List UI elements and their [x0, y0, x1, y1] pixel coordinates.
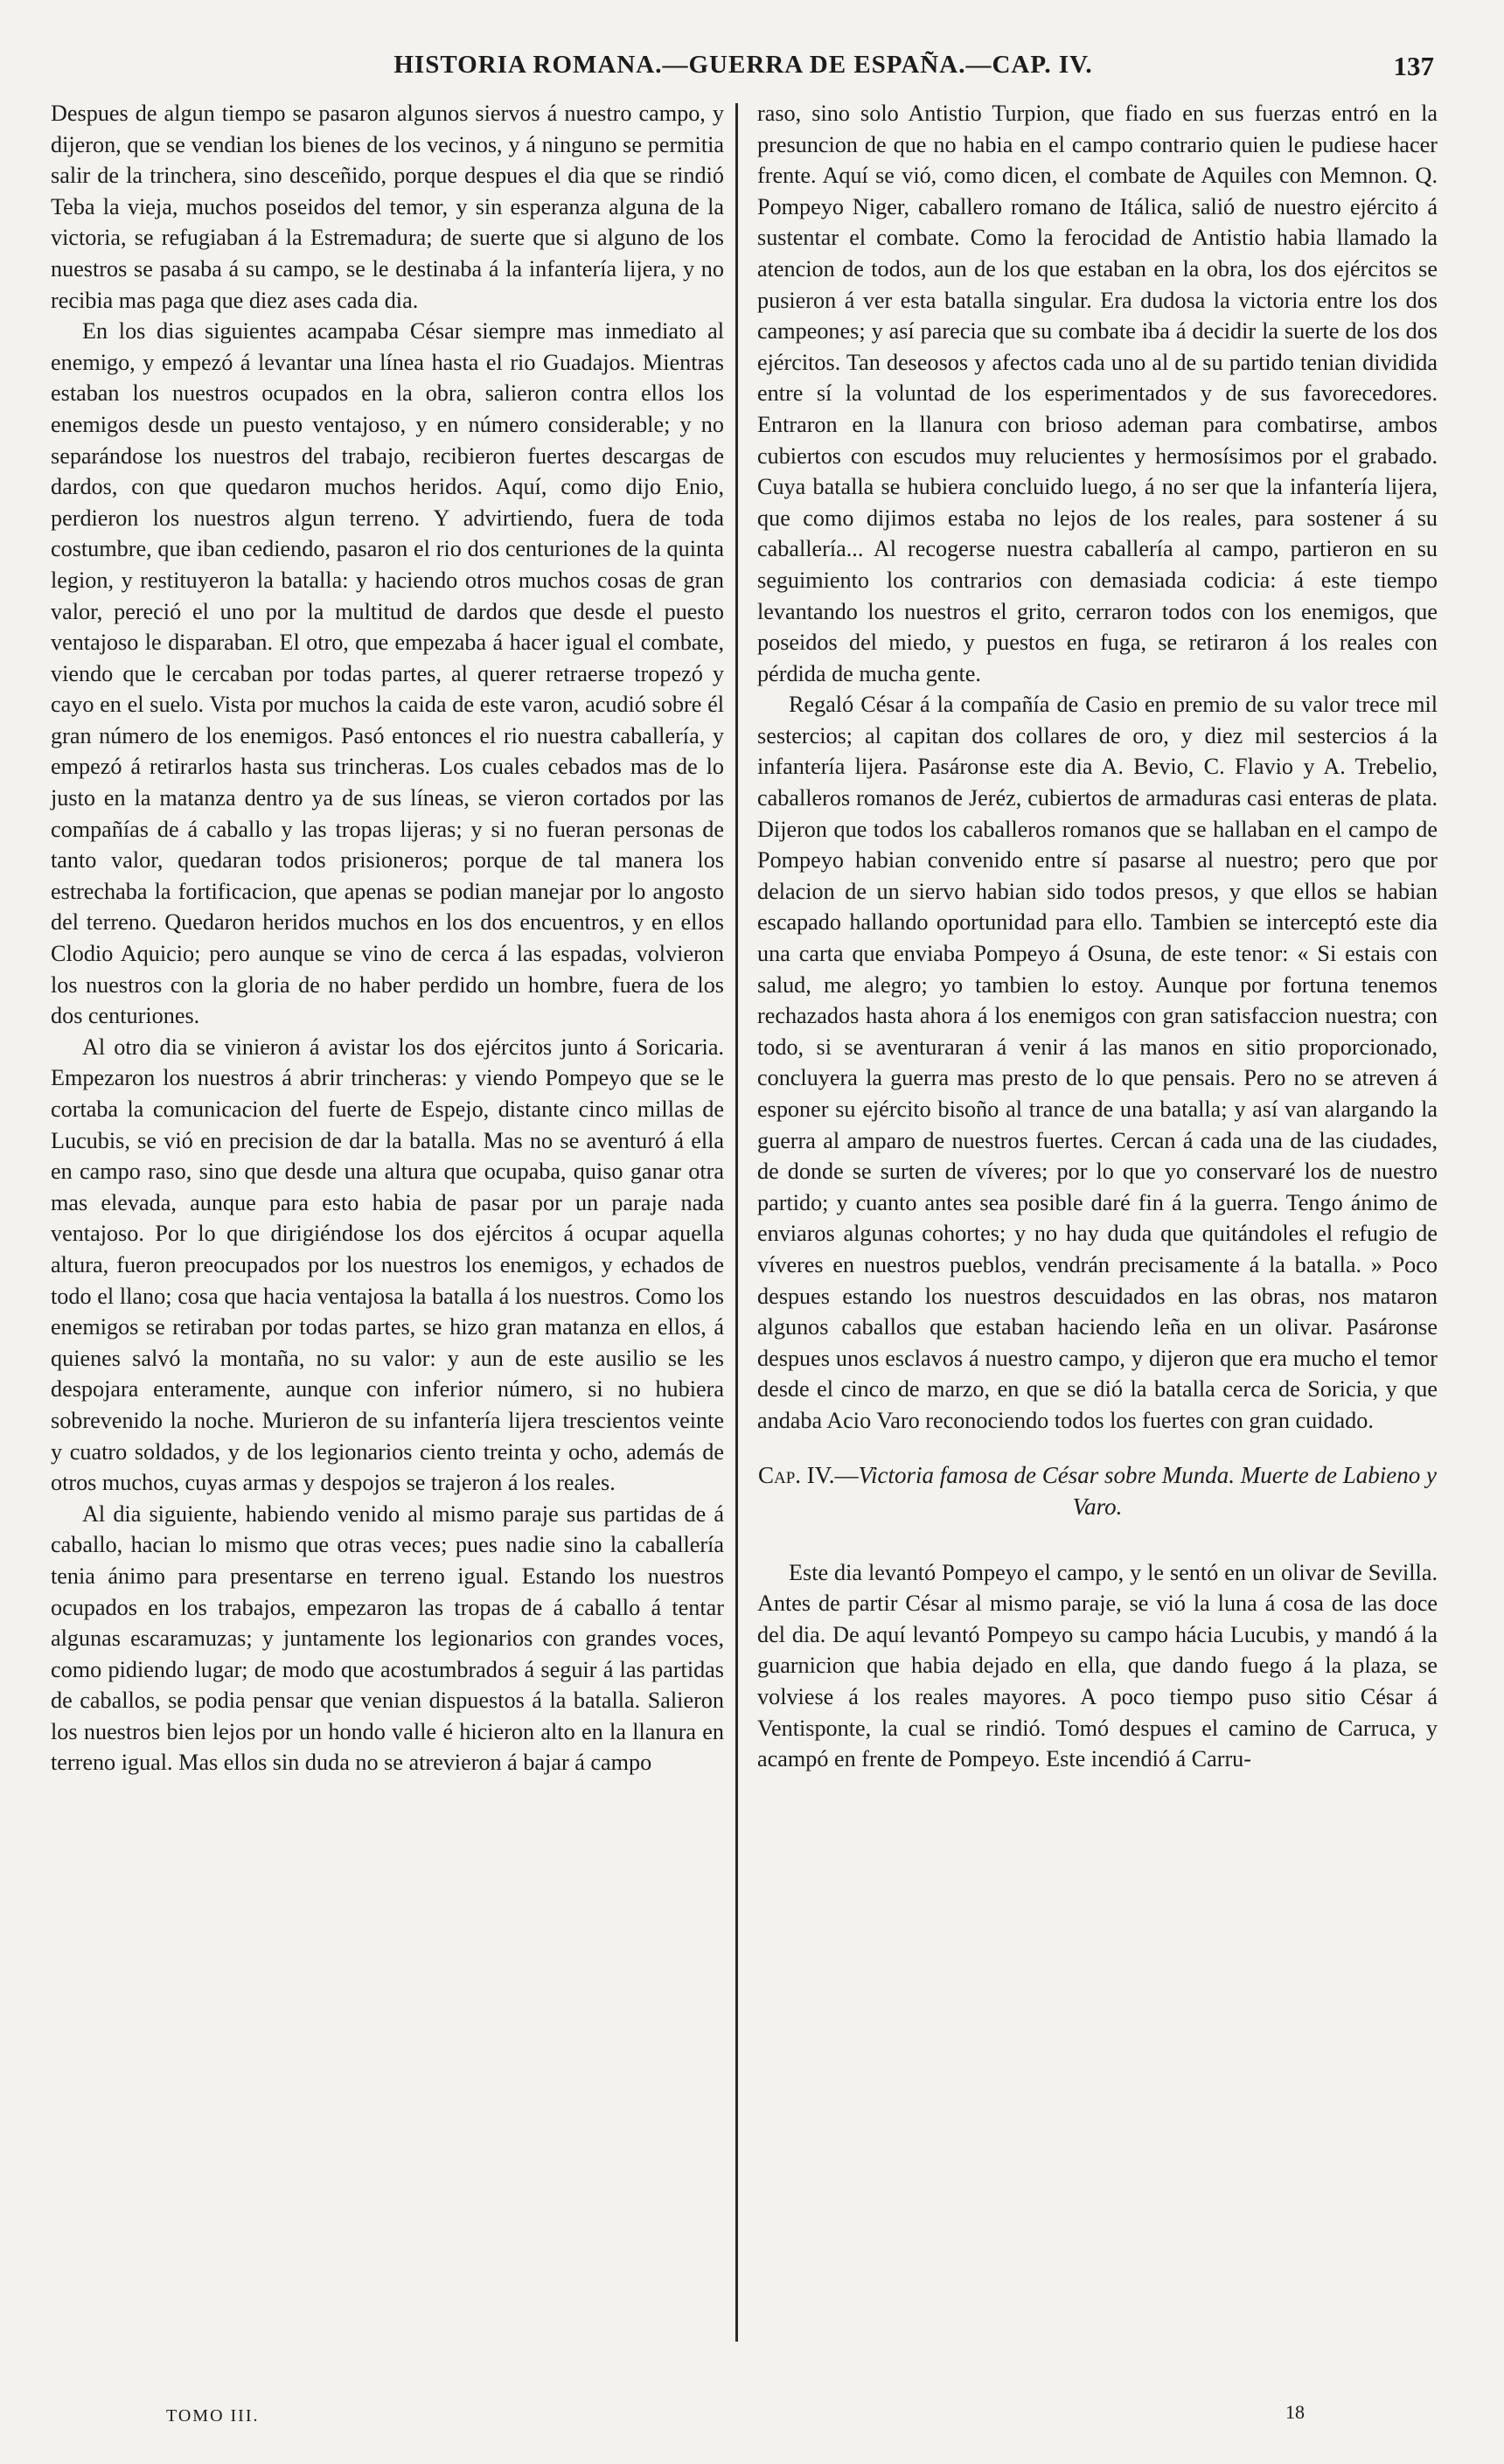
chapter-label: Cap. IV.: [758, 1461, 835, 1488]
column-divider: [735, 103, 738, 2342]
paragraph: Al otro dia se vinieron á avistar los dos ejércitos junto á Soricaria. Empezaron los nuestros á abrir trincheras: y viendo Pompeyo que se le cortaba la comunicacion del fuerte de Espejo, distante cinco millas de Lucubis, se vió en precision de dar la batalla. Mas no se aventuró á ella en campo raso, sino que desde una altura que ocupaba, quiso ganar otra mas elevada, aunque para esto habia de pasar por un paraje nada ventajoso. Por lo que dirigiéndose los dos ejércitos á ocupar aquella altura, fueron preocupados por los nuestros los enemigos, y echados de todo el llano; cosa que hacia ventajosa la batalla á los nuestros. Como los enemigos se retiraban por todas partes, se hizo gran matanza en ellos, á quienes salvó la montaña, no su valor: y aun de este ausilio se les despojara enteramente, aunque con inferior número, si no hubiera sobrevenido la noche. Murieron de su infantería lijera trescientos veinte y cuatro soldados, y de los legionarios ciento treinta y ocho, además de otros muchos, cuyas armas y despojos se trajeron á los reales.: [51, 1034, 724, 1496]
running-header: [52, 51, 1434, 94]
left-column: [51, 98, 724, 1778]
right-column: [757, 98, 1438, 1775]
paragraph: En los dias siguientes acampaba César siempre mas inmediato al enemigo, y empezó á levantar una línea hasta el rio Guadajos. Mientras estaban los nuestros ocupados en la obra, salieron contra ellos los enemigos desde un puesto ventajoso, y en número considerable; y no separándose los nuestros del trabajo, recibieron fuertes descargas de dardos, con que quedaron muchos heridos. Aquí, como dijo Enio, perdieron los nuestros algun terreno. Y advirtiendo, fuera de toda costumbre, que iban cediendo, pasaron el rio dos centuriones de la quinta legion, y restituyeron la batalla: y haciendo otros muchos cosas de gran valor, pereció el uno por la multitud de dardos que desde el puesto ventajoso le disparaban. El otro, que empezaba á hacer igual el combate, viendo que le cercaban por todas partes, al querer retraerse tropezó y cayo en el suelo. Vista por muchos la caida de este varon, acudió sobre él gran número de los enemigos. Pasó entonces el rio nuestra caballería, y empezó á retirarlos hasta sus trincheras. Los cuales cebados mas de lo justo en la matanza dentro ya de sus líneas, se vieron cortados por las compañías de á caballo y las tropas lijeras; y si no fueran personas de tanto valor, quedaran todos prisioneros; porque de tal manera los estrechaba la fortificacion, que apenas se podian manejar por lo angosto del terreno. Quedaron heridos muchos en los dos encuentros, y en ellos Clodio Aquicio; pero aunque se vino de cerca á las espadas, volvieron los nuestros con la gloria de no haber perdido un hombre, fuera de los dos centuriones.: [51, 318, 724, 1029]
chapter-dash: —: [834, 1461, 859, 1488]
chapter-title: Victoria famosa de César sobre Munda. Muerte de Labieno y Varo.: [858, 1461, 1437, 1520]
paragraph: Despues de algun tiempo se pasaron algunos siervos á nuestro campo, y dijeron, que se vendian los bienes de los vecinos, y á ninguno se permitia salir de la trinchera, sino desceñido, porque despues el dia que se rindió Teba la vieja, muchos poseidos del temor, y sin esperanza alguna de la victoria, se refugiaban á la Estremadura; de suerte que si alguno de los nuestros se pasaba á su campo, se le destinaba á la infantería lijera, y no recibia mas paga que diez ases cada dia.: [51, 101, 724, 313]
signature-mark: 18: [1285, 2401, 1305, 2423]
paragraph: Al dia siguiente, habiendo venido al mismo paraje sus partidas de á caballo, hacian lo mismo que otras veces; pues nadie sino la caballería tenia ánimo para presentarse en terreno igual. Estando los nuestros ocupados en los trabajos, empezaron las tropas de á caballo á tentar algunas escaramuzas; y juntamente los legionarios con grandes voces, como pidiendo lugar; de modo que acostumbrados á seguir á las partidas de caballos, se podia pensar que venian dispuestos á la batalla. Salieron los nuestros bien lejos por un hondo valle é hicieron alto en la llanura en terreno igual. Mas ellos sin duda no se atrevieron á bajar á campo: [51, 1500, 724, 1776]
paragraph: Regaló César á la compañía de Casio en premio de su valor trece mil sestercios; al capitan dos collares de oro, y diez mil sestercios á la infantería lijera. Pasáronse este dia A. Bevio, C. Flavio y A. Trebelio, caballeros romanos de Jeréz, cubiertos de armaduras casi enteras de plata. Dijeron que todos los caballeros romanos que se hallaban en el campo de Pompeyo habian convenido entre sí pasarse al nuestro; pero que por delacion de un siervo habian sido todos presos, y que ellos se habian escapado hallando oportunidad para ello. Tambien se interceptó este dia una carta que enviaba Pompeyo á Osuna, de este tenor: « Si estais con salud, me alegro; yo tambien lo estoy. Aunque por fortuna tenemos rechazados hasta ahora á los enemigos con gran satisfaccion nuestra; con todo, si se aventuraran á venir á las manos en sitio proporcionado, concluyera la guerra mas presto de lo que pensais. Pero no se atreven á esponer su ejército bisoño al trance de una batalla; y así van alargando la guerra al amparo de nuestros fuertes. Cercan á cada una de las ciudades, de donde se surten de víveres; por lo que yo conservaré los de nuestro partido; y cuanto antes sea posible daré fin á la guerra. Tengo ánimo de enviaros algunas cohortes; y no hay duda que quitándoles el refugio de víveres en nuestros pueblos, vendrán precisamente á la batalla. » Poco despues estando los nuestros descuidados en las obras, nos mataron algunos caballos que estaban haciendo leña en un olivar. Pasáronse despues unos esclavos á nuestro campo, y dijeron que era mucho el temor desde el cinco de marzo, en que se dió la batalla cerca de Soricia, y que andaba Acio Varo reconociendo todos los fuertes con gran cuidado.: [757, 692, 1438, 1433]
chapter-heading: [757, 1459, 1438, 1522]
volume-footer: TOMO III.: [166, 2406, 260, 2426]
paragraph: raso, sino solo Antistio Turpion, que fiado en sus fuerzas entró en la presuncion de que no habia en el campo contrario quien le pudiese hacer frente. Aquí se vió, como dicen, el combate de Aquiles con Memnon. Q. Pompeyo Niger, caballero romano de Itálica, salió de nuestro ejército á sustentar el combate. Como la ferocidad de Antistio habia llamado la atencion de todos, aun de los que estaban en la obra, los dos ejércitos se pusieron á ver esta batalla singular. Era dudosa la victoria entre los dos campeones; y así parecia que su combate iba á decidir la suerte de los dos ejércitos. Tan deseosos y afectos cada uno al de su partido tenian dividida entre sí la voluntad de los esperimentados y de sus favorecedores. Entraron en la llanura con brioso ademan para combatirse, ambos cubiertos con escudos muy relucientes y hermosísimos por el grabado. Cuya batalla se hubiera concluido luego, á no ser que la infantería lijera, que como dijimos estaba no lejos de los reales, para sostener á su caballería... Al recogerse nuestra caballería al campo, partieron en su seguimiento los contrarios con demasiada codicia: á este tiempo levantando los nuestros el grito, cerraron todos con los enemigos, que poseidos del miedo, y puestos en fuga, se retiraron á los reales con pérdida de mucha gente.: [757, 101, 1438, 686]
running-title: HISTORIA ROMANA.—GUERRA DE ESPAÑA.—CAP. IV.: [393, 51, 1093, 79]
page-number: 137: [1393, 51, 1434, 81]
paragraph: Este dia levantó Pompeyo el campo, y le sentó en un olivar de Sevilla. Antes de partir César al mismo paraje, se vió la luna á cosa de las doce del dia. De aquí levantó Pompeyo su campo hácia Lucubis, y mandó á la guarnicion que habia dejado en ella, que dando fuego á la plaza, se volviese á los reales mayores. A poco tiempo puso sitio César á Ventisponte, la cual se rindió. Tomó despues el camino de Carruca, y acampó en frente de Pompeyo. Este incendió á Carru-: [757, 1559, 1438, 1772]
